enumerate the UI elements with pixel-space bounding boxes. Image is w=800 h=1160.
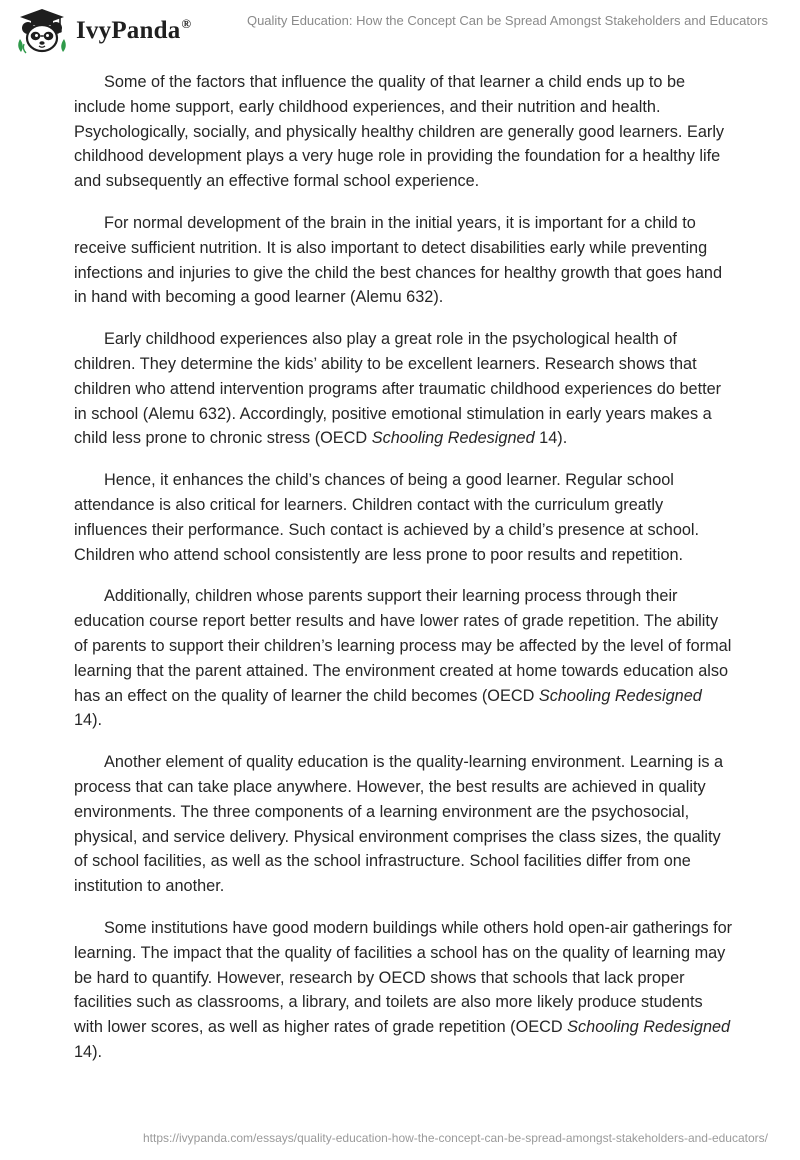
paragraph-5 xyxy=(74,584,734,733)
paragraph-5-citation-end: 14). xyxy=(74,711,103,730)
source-url-link[interactable]: https://ivypanda.com/essays/quality-education-how-the-concept-can-be-spread-amongst-stakeholders-and-educators/ xyxy=(143,1131,768,1145)
page-header xyxy=(0,0,800,60)
citation-title: Schooling Redesigned xyxy=(538,686,702,705)
paragraph-3-citation-end: 14). xyxy=(534,429,568,448)
brand-name: IvyPanda® xyxy=(76,15,192,44)
paragraph-1: Some of the factors that influence the quality of that learner a child ends up to be include home support, early childhood experiences, and their nutrition and health. Psychologically, socially, and physically healthy children are generally good learners. Early childhood development plays a very huge role in providing the foundation for a healthy life and subsequently an effective formal school experience. xyxy=(74,73,725,191)
panda-graduate-icon xyxy=(14,6,70,54)
paragraph-4: Hence, it enhances the child’s chances of being a good learner. Regular school attendance is also critical for learners. Children contact with the curriculum greatly influences their performance. Such contact is achieved by a child’s presence at school. Children who attend school consistently are less prone to poor results and repetition. xyxy=(74,471,700,564)
paragraph-7-text: Some institutions have good modern buildings while others hold open-air gatherings for learning. The impact that the quality of facilities a school has on the quality of learning may be hard to quantify. However, research by OECD shows that schools that lack proper facilities such as classrooms, a library, and toilets are also more likely produce students with lower scores, as well as higher rates of grade repetition (OECD xyxy=(74,918,733,1037)
paragraph-7 xyxy=(74,916,734,1065)
document-title: Quality Education: How the Concept Can be Spread Amongst Stakeholders and Educators xyxy=(246,13,768,28)
paragraph-5-text: Additionally, children whose parents support their learning process through their education course report better results and have lower rates of grade repetition. The ability of parents to support their children’s learning process may be affected by the level of formal learning that the parent attained. The environment created at home towards education also has an effect on the quality of learner the child becomes (OECD xyxy=(74,587,732,705)
paragraph-6: Another element of quality education is the quality-learning environment. Learning is a process that can take place anywhere. However, the best results are achieved in quality environments. The three components of a learning environment are the psychosocial, physical, and service delivery. Physical environment comprises the class sizes, the quality of school facilities, as well as the school infrastructure. School facilities differ from one institution to another. xyxy=(74,753,724,896)
paragraph-7-citation-end: 14). xyxy=(74,1042,103,1061)
ivypanda-logo[interactable] xyxy=(14,6,191,54)
citation-title: Schooling Redesigned xyxy=(371,429,535,448)
paragraph-3-text: Early childhood experiences also play a great role in the psychological health of children. They determine the kids’ ability to be excellent learners. Research shows that children who attend intervention programs after traumatic childhood experiences do better in school (Alemu 632). Accordingly, positive emotional stimulation in early years makes a child less prone to chronic stress (OECD xyxy=(74,330,722,448)
registered-mark: ® xyxy=(181,15,192,31)
paragraph-3 xyxy=(74,327,734,451)
essay-body xyxy=(74,70,734,1082)
paragraph-2: For normal development of the brain in the initial years, it is important for a child to receive sufficient nutrition. It is also important to detect disabilities early while preventing infections and injuries to give the child the best chances for healthy growth that goes hand in hand with becoming a good learner (Alemu 632). xyxy=(74,213,723,307)
citation-title: Schooling Redesigned xyxy=(567,1018,731,1037)
